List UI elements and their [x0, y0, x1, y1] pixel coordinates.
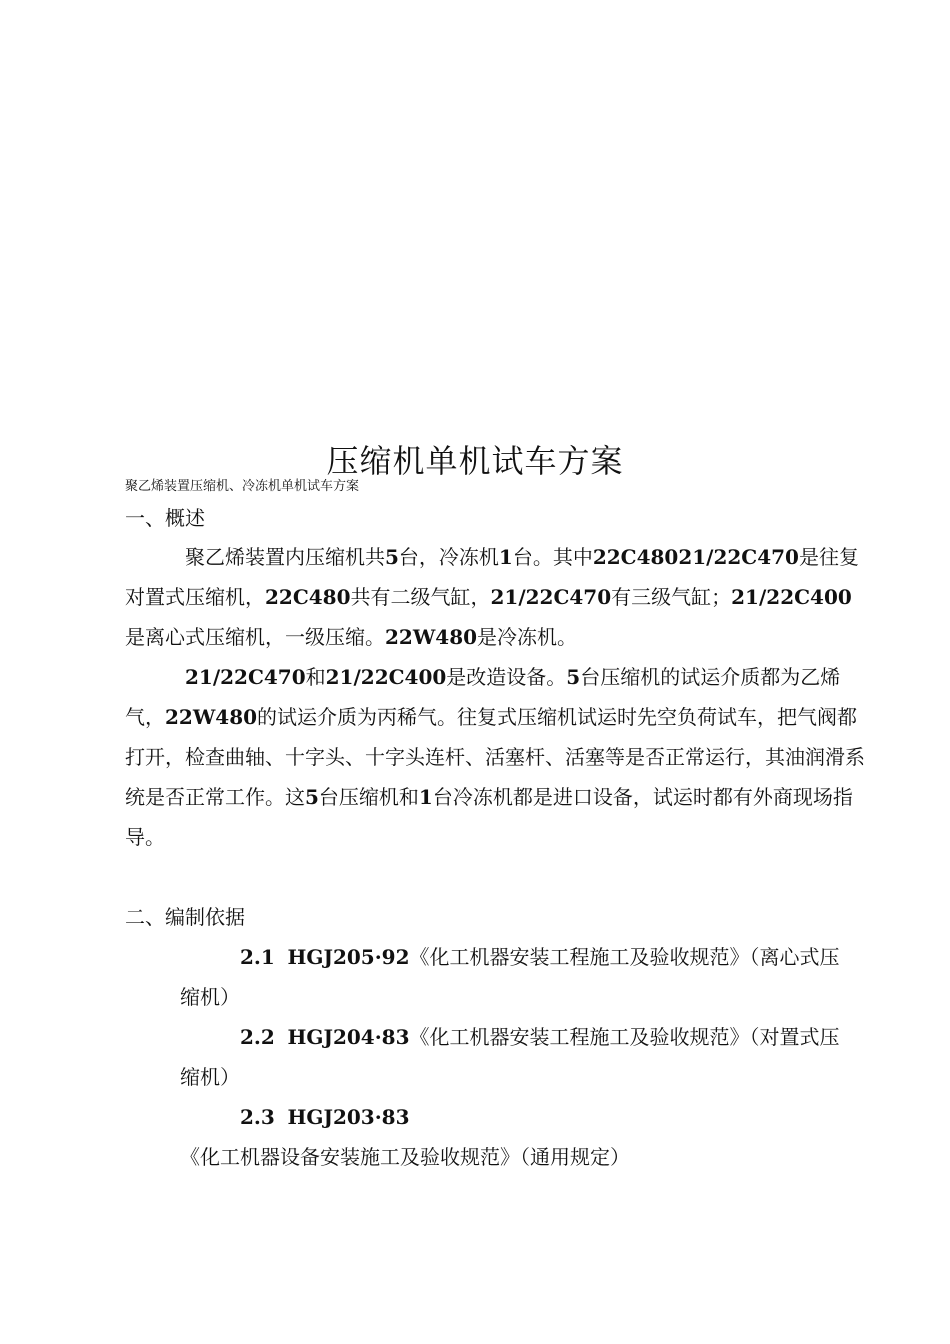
- reference-text: 《化工机器设备安装施工及验收规范》（通用规定）: [180, 1145, 630, 1169]
- text-run: 聚乙烯装置内压缩机共: [185, 545, 385, 569]
- reference-code: HGJ205·92: [287, 945, 410, 969]
- bold-run: 5: [305, 785, 319, 809]
- bold-run: 22W480: [165, 705, 258, 729]
- reference-text: 《化工机器安装工程施工及验收规范》（离心式压缩机）: [180, 945, 840, 1009]
- document-title: 压缩机单机试车方案: [326, 442, 624, 480]
- overview-paragraph-2: [125, 657, 865, 857]
- reference-text: 《化工机器安装工程施工及验收规范》（对置式压缩机）: [180, 1025, 840, 1089]
- bold-run: 5: [566, 665, 581, 689]
- reference-code: HGJ203·83: [287, 1105, 410, 1129]
- text-run: 是改造设备。: [446, 665, 567, 689]
- bold-run: 21/22C400: [731, 585, 852, 609]
- bold-run: 21/22C400: [325, 665, 447, 689]
- reference-number: 2.1: [240, 945, 275, 969]
- reference-item-2: [180, 1017, 855, 1097]
- bold-run: 22C480: [265, 585, 351, 609]
- bold-run: 21/22C470: [185, 665, 306, 689]
- text-run: 是离心式压缩机，一级压缩。: [125, 625, 385, 649]
- reference-item-3: [180, 1097, 855, 1177]
- bold-run: 1: [498, 545, 513, 569]
- bold-run: 22W480: [385, 625, 478, 649]
- text-run: 有三级气缸；: [611, 585, 732, 609]
- reference-number: 2.2: [240, 1025, 275, 1049]
- reference-code: HGJ204·83: [287, 1025, 410, 1049]
- text-run: 台压缩机和: [318, 785, 419, 809]
- text-run: 共有二级气缸，: [350, 585, 491, 609]
- bold-run: 1: [418, 785, 433, 809]
- reference-item-1: [180, 937, 855, 1017]
- text-run: 台冷冻机都是进口设备，试运时都有外商现场指导。: [125, 785, 853, 849]
- bold-run: 21/22C470: [490, 585, 612, 609]
- bold-run: 22C48021/22C470: [592, 545, 799, 569]
- section-heading-basis: 二、编制依据: [125, 905, 245, 929]
- text-run: 是往复对置式压缩机，: [125, 545, 859, 609]
- overview-paragraph-1: [125, 537, 865, 657]
- text-run: 和: [305, 665, 326, 689]
- document-subtitle: 聚乙烯装置压缩机、冷冻机单机试车方案: [125, 479, 360, 494]
- reference-number: 2.3: [240, 1105, 275, 1129]
- text-run: 的试运介质为丙稀气。往复式压缩机试运时先空负荷试车，把气阀都打开，检查曲轴、十字头、十字头连杆、活塞杆、活塞等是否正常运行，其油润滑系统是否正常工作。这: [125, 705, 865, 809]
- section-heading-overview: 一、概述: [125, 506, 205, 530]
- text-run: 台，冷冻机: [398, 545, 499, 569]
- text-run: 是冷冻机。: [477, 625, 578, 649]
- bold-run: 5: [385, 545, 399, 569]
- text-run: 台。其中: [512, 545, 593, 569]
- text-run: 台压缩机的试运介质都为乙烯气，: [125, 665, 841, 729]
